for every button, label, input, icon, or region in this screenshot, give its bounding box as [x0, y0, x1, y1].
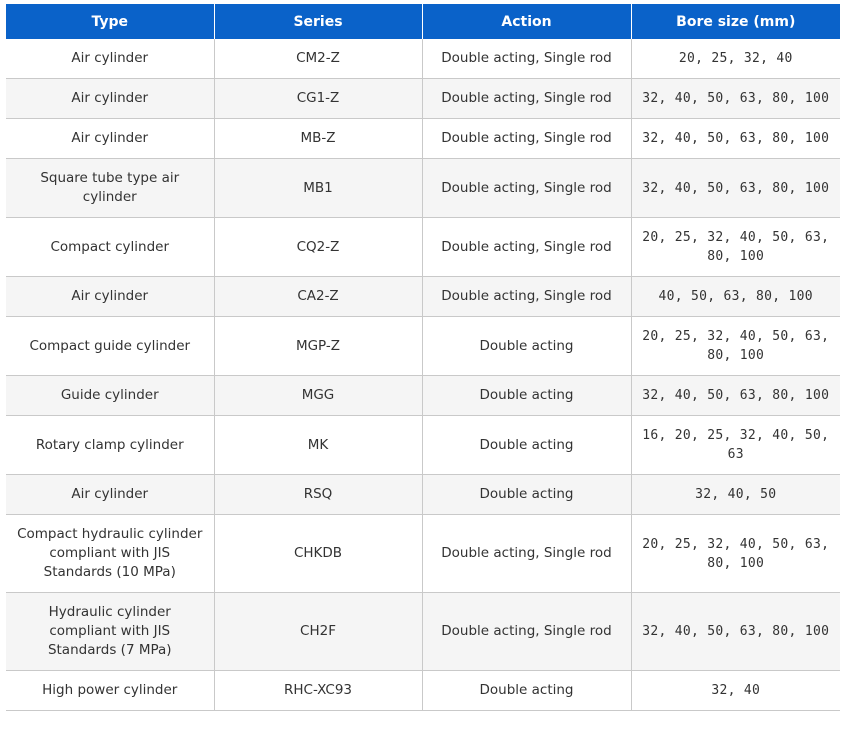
cell-bore: 32, 40, 50, 63, 80, 100	[631, 376, 840, 416]
header-row	[6, 4, 840, 39]
header-type: Type	[6, 4, 214, 39]
table-row	[6, 119, 840, 159]
table-body	[6, 39, 840, 711]
cell-bore: 32, 40, 50, 63, 80, 100	[631, 593, 840, 671]
cell-series: CG1-Z	[214, 79, 422, 119]
table-row	[6, 376, 840, 416]
cell-action: Double acting	[422, 671, 631, 711]
table-row	[6, 39, 840, 79]
cell-action: Double acting	[422, 317, 631, 376]
cell-bore: 32, 40, 50, 63, 80, 100	[631, 159, 840, 218]
cell-action: Double acting, Single rod	[422, 593, 631, 671]
cell-bore: 32, 40, 50, 63, 80, 100	[631, 119, 840, 159]
cell-type: Compact hydraulic cylinder compliant with JIS Standards (10 MPa)	[6, 515, 214, 593]
cell-series: CQ2-Z	[214, 218, 422, 277]
table-row	[6, 159, 840, 218]
cell-series: MK	[214, 416, 422, 475]
cell-bore: 32, 40	[631, 671, 840, 711]
table-row	[6, 218, 840, 277]
cell-type: Guide cylinder	[6, 376, 214, 416]
cell-type: High power cylinder	[6, 671, 214, 711]
cell-series: MGG	[214, 376, 422, 416]
cell-type: Air cylinder	[6, 119, 214, 159]
cell-action: Double acting, Single rod	[422, 515, 631, 593]
cell-action: Double acting	[422, 475, 631, 515]
cell-type: Rotary clamp cylinder	[6, 416, 214, 475]
cell-action: Double acting, Single rod	[422, 119, 631, 159]
cell-series: CH2F	[214, 593, 422, 671]
table-row	[6, 277, 840, 317]
cell-action: Double acting, Single rod	[422, 277, 631, 317]
cell-series: CA2-Z	[214, 277, 422, 317]
cell-series: CHKDB	[214, 515, 422, 593]
cell-bore: 20, 25, 32, 40	[631, 39, 840, 79]
cell-series: MB1	[214, 159, 422, 218]
cell-bore: 32, 40, 50	[631, 475, 840, 515]
cell-action: Double acting	[422, 416, 631, 475]
cell-type: Compact guide cylinder	[6, 317, 214, 376]
cell-series: MGP-Z	[214, 317, 422, 376]
header-action: Action	[422, 4, 631, 39]
cell-action: Double acting	[422, 376, 631, 416]
cell-bore: 16, 20, 25, 32, 40, 50, 63	[631, 416, 840, 475]
table-header	[6, 4, 840, 39]
cell-type: Air cylinder	[6, 39, 214, 79]
cylinder-table	[6, 4, 840, 711]
header-series: Series	[214, 4, 422, 39]
cylinder-table-container	[6, 4, 840, 711]
table-row	[6, 79, 840, 119]
table-row	[6, 593, 840, 671]
cell-action: Double acting, Single rod	[422, 218, 631, 277]
cell-bore: 40, 50, 63, 80, 100	[631, 277, 840, 317]
cell-action: Double acting, Single rod	[422, 79, 631, 119]
cell-bore: 32, 40, 50, 63, 80, 100	[631, 79, 840, 119]
cell-type: Square tube type air cylinder	[6, 159, 214, 218]
cell-series: CM2-Z	[214, 39, 422, 79]
cell-series: RHC-XC93	[214, 671, 422, 711]
cell-action: Double acting, Single rod	[422, 159, 631, 218]
cell-action: Double acting, Single rod	[422, 39, 631, 79]
cell-series: MB-Z	[214, 119, 422, 159]
table-row	[6, 317, 840, 376]
cell-bore: 20, 25, 32, 40, 50, 63, 80, 100	[631, 218, 840, 277]
cell-type: Hydraulic cylinder compliant with JIS Standards (7 MPa)	[6, 593, 214, 671]
cell-bore: 20, 25, 32, 40, 50, 63, 80, 100	[631, 317, 840, 376]
table-row	[6, 515, 840, 593]
header-bore-size: Bore size (mm)	[631, 4, 840, 39]
cell-series: RSQ	[214, 475, 422, 515]
cell-type: Air cylinder	[6, 475, 214, 515]
table-row	[6, 671, 840, 711]
cell-bore: 20, 25, 32, 40, 50, 63, 80, 100	[631, 515, 840, 593]
table-row	[6, 475, 840, 515]
cell-type: Air cylinder	[6, 79, 214, 119]
cell-type: Air cylinder	[6, 277, 214, 317]
cell-type: Compact cylinder	[6, 218, 214, 277]
table-row	[6, 416, 840, 475]
